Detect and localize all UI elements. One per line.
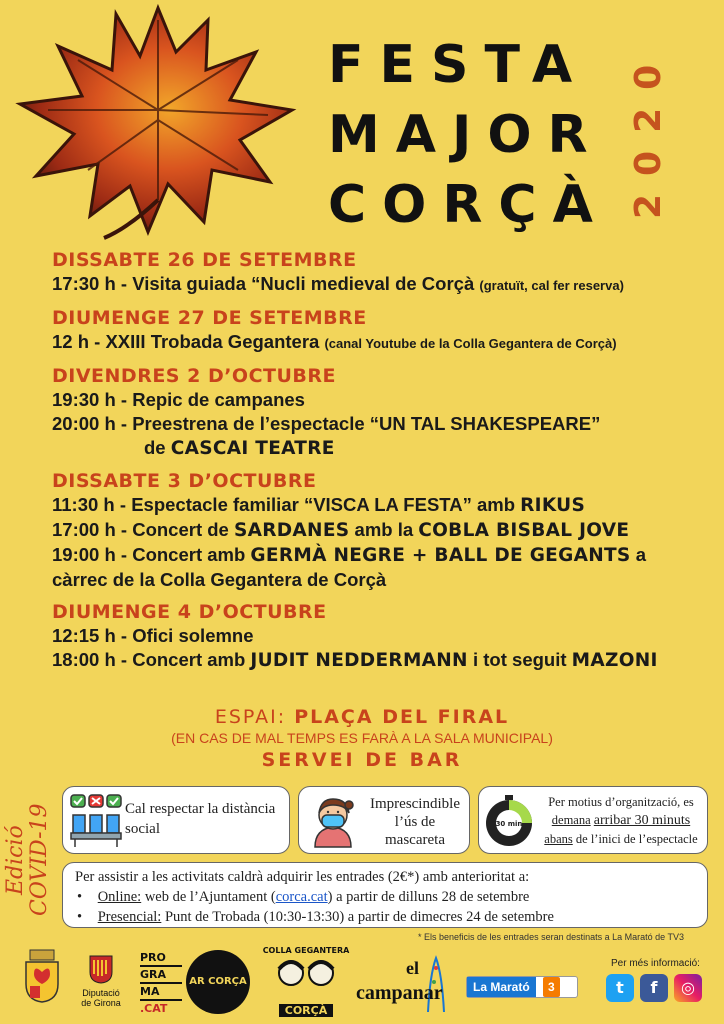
programa-cat-logo <box>140 950 182 1016</box>
distance-text: Cal respectar la distància social <box>125 801 276 837</box>
event-text: Repic de campanes <box>132 389 305 410</box>
mask-text <box>363 795 467 849</box>
presencial-text: Punt de Trobada (10:30-13:30) a partir de dimecres 24 de setembre <box>164 909 554 925</box>
venue-place: PLAÇA DEL FIRAL <box>294 706 510 728</box>
day-block <box>52 600 712 673</box>
diputacio-shield-icon <box>88 954 114 984</box>
event-text: Ofici solemne <box>132 625 254 646</box>
day-title: DISSABTE 26 DE SETEMBRE <box>52 249 357 271</box>
performer-name: CASCAI TEATRE <box>170 438 335 459</box>
campanar-el: el <box>406 958 419 978</box>
notice-arrive-early <box>478 786 708 854</box>
title-line-1: FESTA <box>328 35 589 95</box>
twitter-icon[interactable]: t <box>606 974 634 1002</box>
arrive-text <box>535 793 707 848</box>
tickets-intro: Per assistir a les activitats caldrà adquirir les entrades (2€*) amb anterioritat a: <box>75 869 530 885</box>
event-time: 19:30 h - <box>52 389 128 410</box>
performer-name: GERMÀ NEGRE + BALL DE GEGANTS <box>250 545 631 566</box>
arrive-text-5: de l’inici de l’espectacle <box>575 832 698 846</box>
mask-line-1: Imprescindible <box>370 796 460 812</box>
event-row <box>52 330 712 356</box>
day-block <box>52 306 712 356</box>
giants-icon <box>271 955 341 995</box>
venue-line <box>0 706 724 728</box>
timer-label: 30 min <box>495 820 523 828</box>
event-text: Espectacle familiar “VISCA LA FESTA” amb <box>131 494 515 515</box>
presencial-label: Presencial: <box>97 909 162 925</box>
event-text: Visita guiada “Nucli medieval de Corçà <box>132 273 475 294</box>
event-row <box>52 412 712 436</box>
autumn-leaf-illustration <box>8 0 298 240</box>
festival-year: 2020 <box>628 46 669 220</box>
day-title: DIUMENGE 4 D’OCTUBRE <box>52 601 327 623</box>
colla-line-1: COLLA GEGANTERA <box>262 946 350 955</box>
title-line-3: CORÇÀ <box>328 175 609 235</box>
performer-name: SARDANES <box>233 520 350 541</box>
day-title: DIUMENGE 27 DE SETEMBRE <box>52 307 367 329</box>
event-continuation <box>52 436 712 461</box>
corca-shield-logo <box>22 948 62 1004</box>
colla-gegantera-logo <box>262 946 350 1016</box>
event-text-2: amb la <box>354 519 414 540</box>
festival-title <box>328 30 609 240</box>
programa-2: GRA <box>140 967 182 984</box>
instagram-icon[interactable]: ◎ <box>674 974 702 1002</box>
event-text: Concert amb <box>132 544 246 565</box>
event-text: Concert amb <box>132 649 246 670</box>
list-item <box>77 887 554 907</box>
performer-name: JUDIT NEDDERMANN <box>250 650 468 671</box>
day-title: DISSABTE 3 D’OCTUBRE <box>52 470 317 492</box>
event-time: 17:30 h - <box>52 273 128 294</box>
campanar-word: campanar <box>356 982 443 1004</box>
marato-text: La Marató <box>467 977 536 997</box>
diputacio-line-2: de Girona <box>81 998 121 1008</box>
event-text: Preestrena de l’espectacle “UN TAL SHAKESPEARE” <box>132 413 601 434</box>
event-row <box>52 493 712 518</box>
tickets-list <box>77 887 554 927</box>
diputacio-line-1: Diputació <box>82 988 120 998</box>
arrive-text-3: arribar 30 minuts <box>593 813 691 828</box>
day-block <box>52 248 712 298</box>
event-row <box>52 518 712 543</box>
online-pre: web de l’Ajuntament ( <box>144 889 276 905</box>
event-cont-text: càrrec de la Colla Gegantera de Corçà <box>52 569 387 590</box>
program-schedule <box>52 240 712 673</box>
venue-rain-note: (EN CAS DE MAL TEMPS ES FARÀ A LA SALA MUNICIPAL) <box>171 730 553 746</box>
ar-corca-logo: AR CORÇA <box>186 950 250 1014</box>
performer-name: MAZONI <box>571 650 658 671</box>
list-item <box>77 907 554 927</box>
covid-edition-label <box>4 790 56 930</box>
day-block <box>52 364 712 461</box>
programa-4: .CAT <box>140 1002 168 1015</box>
notice-tickets <box>62 862 708 928</box>
online-label: Online: <box>97 889 142 905</box>
event-row <box>52 272 712 298</box>
mask-line-2: l’ús de <box>394 814 436 830</box>
performer-name: RIKUS <box>520 495 586 516</box>
notice-social-distance <box>62 786 290 854</box>
venue-label: ESPAI: <box>214 706 287 728</box>
colla-line-2: CORÇÀ <box>279 1004 333 1017</box>
footnote: * Els beneficis de les entrades seran destinats a La Marató de TV3 <box>418 932 684 942</box>
venue-info <box>0 706 724 771</box>
more-info-label: Per més informació: <box>611 958 700 969</box>
event-time: 20:00 h - <box>52 413 128 434</box>
bar-service: SERVEI DE BAR <box>261 749 463 771</box>
event-time: 11:30 h - <box>52 494 127 515</box>
event-text: XXIII Trobada Gegantera <box>105 331 320 352</box>
event-row <box>52 648 712 673</box>
timer-icon <box>483 793 535 849</box>
arrive-text-1: Per motius d’organització, es <box>548 795 694 809</box>
event-note: (canal Youtube de la Colla Gegantera de Corçà) <box>324 336 617 351</box>
event-continuation <box>52 568 712 592</box>
diputacio-girona-logo <box>76 954 126 1008</box>
performer-name: COBLA BISBAL JOVE <box>418 520 630 541</box>
event-note: (gratuït, cal fer reserva) <box>479 278 624 293</box>
event-time: 12 h - <box>52 331 101 352</box>
covid-line-2: COVID-19 <box>27 803 52 917</box>
event-time: 19:00 h - <box>52 544 128 565</box>
mask-line-3: mascareta <box>385 832 445 848</box>
day-title: DIVENDRES 2 D’OCTUBRE <box>52 365 337 387</box>
event-text-2: i tot seguit <box>472 649 567 670</box>
event-time: 12:15 h - <box>52 625 128 646</box>
covid-line-1: Edició <box>3 825 28 895</box>
event-row <box>52 543 712 568</box>
event-row <box>52 624 712 648</box>
la-marato-logo <box>466 976 578 998</box>
arrive-text-2: demana <box>551 813 591 827</box>
facebook-icon[interactable]: f <box>640 974 668 1002</box>
mask-person-icon <box>305 793 361 849</box>
programa-1: PRO <box>140 950 182 967</box>
programa-3: MA <box>140 984 182 1001</box>
online-post: ) a partir de dilluns 28 de setembre <box>327 889 530 905</box>
event-text: Concert de <box>132 519 229 540</box>
distance-icon <box>69 793 123 849</box>
title-line-2: MAJOR <box>328 105 604 165</box>
event-row <box>52 388 712 412</box>
event-text-2: a <box>635 544 646 565</box>
event-time: 18:00 h - <box>52 649 128 670</box>
tv3-badge: 3 <box>543 977 560 997</box>
event-time: 17:00 h - <box>52 519 128 540</box>
el-campanar-logo <box>356 954 452 1014</box>
event-cont-text: de <box>144 437 166 458</box>
day-block <box>52 469 712 592</box>
notice-mask <box>298 786 470 854</box>
arrive-text-4: abans <box>544 832 573 846</box>
corca-link[interactable]: corca.cat <box>275 889 328 905</box>
